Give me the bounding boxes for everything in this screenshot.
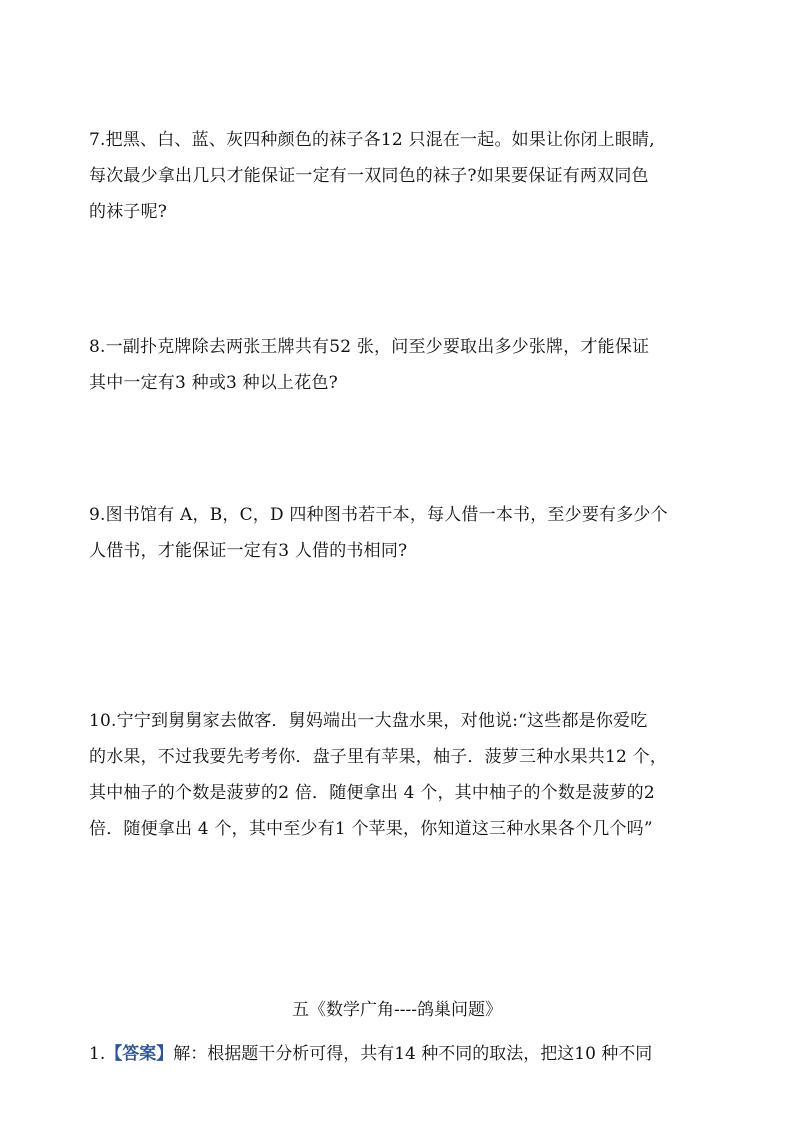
question-10-line-1: 10.宁宁到舅舅家去做客．舅妈端出一大盘水果，对他说:“这些都是你爱吃 <box>89 711 648 731</box>
question-9 <box>89 497 714 569</box>
question-9-line-1: 9.图书馆有 A，B，C，D 四种图书若干本，每人借一本书，至少要有多少个 <box>89 505 668 525</box>
answer-text: 解：根据题干分析可得，共有14 种不同的取法，把这10 种不同 <box>173 1044 653 1064</box>
question-8 <box>89 329 714 401</box>
answer-number: 1. <box>89 1044 106 1064</box>
question-8-line-2: 其中一定有3 种或3 种以上花色? <box>89 373 338 393</box>
question-7-line-1: 7.把黑、白、蓝、灰四种颜色的袜子各12 只混在一起。如果让你闭上眼睛, <box>89 130 655 150</box>
question-8-line-1: 8.一副扑克牌除去两张王牌共有52 张，问至少要取出多少张牌，才能保证 <box>89 337 650 357</box>
question-10-line-3: 其中柚子的个数是菠萝的2 倍．随便拿出 4 个，其中柚子的个数是菠萝的2 <box>89 783 655 803</box>
question-9-line-2: 人借书，才能保证一定有3 人借的书相同? <box>89 541 408 561</box>
answer-tag: 【答案】 <box>105 1044 174 1064</box>
question-10-line-2: 的水果，不过我要先考考你．盘子里有苹果，柚子．菠萝三种水果共12 个， <box>89 747 668 767</box>
question-7-line-3: 的袜子呢? <box>89 202 168 222</box>
answer-1 <box>89 1036 652 1072</box>
question-10-line-4: 倍．随便拿出 4 个，其中至少有1 个苹果，你知道这三种水果各个几个吗” <box>89 819 653 839</box>
question-7-line-2: 每次最少拿出几只才能保证一定有一双同色的袜子?如果要保证有两双同色 <box>89 166 649 186</box>
section-title: 五《数学广角----鸽巢问题》 <box>292 1000 502 1020</box>
question-7 <box>89 122 714 230</box>
question-10 <box>89 703 714 847</box>
